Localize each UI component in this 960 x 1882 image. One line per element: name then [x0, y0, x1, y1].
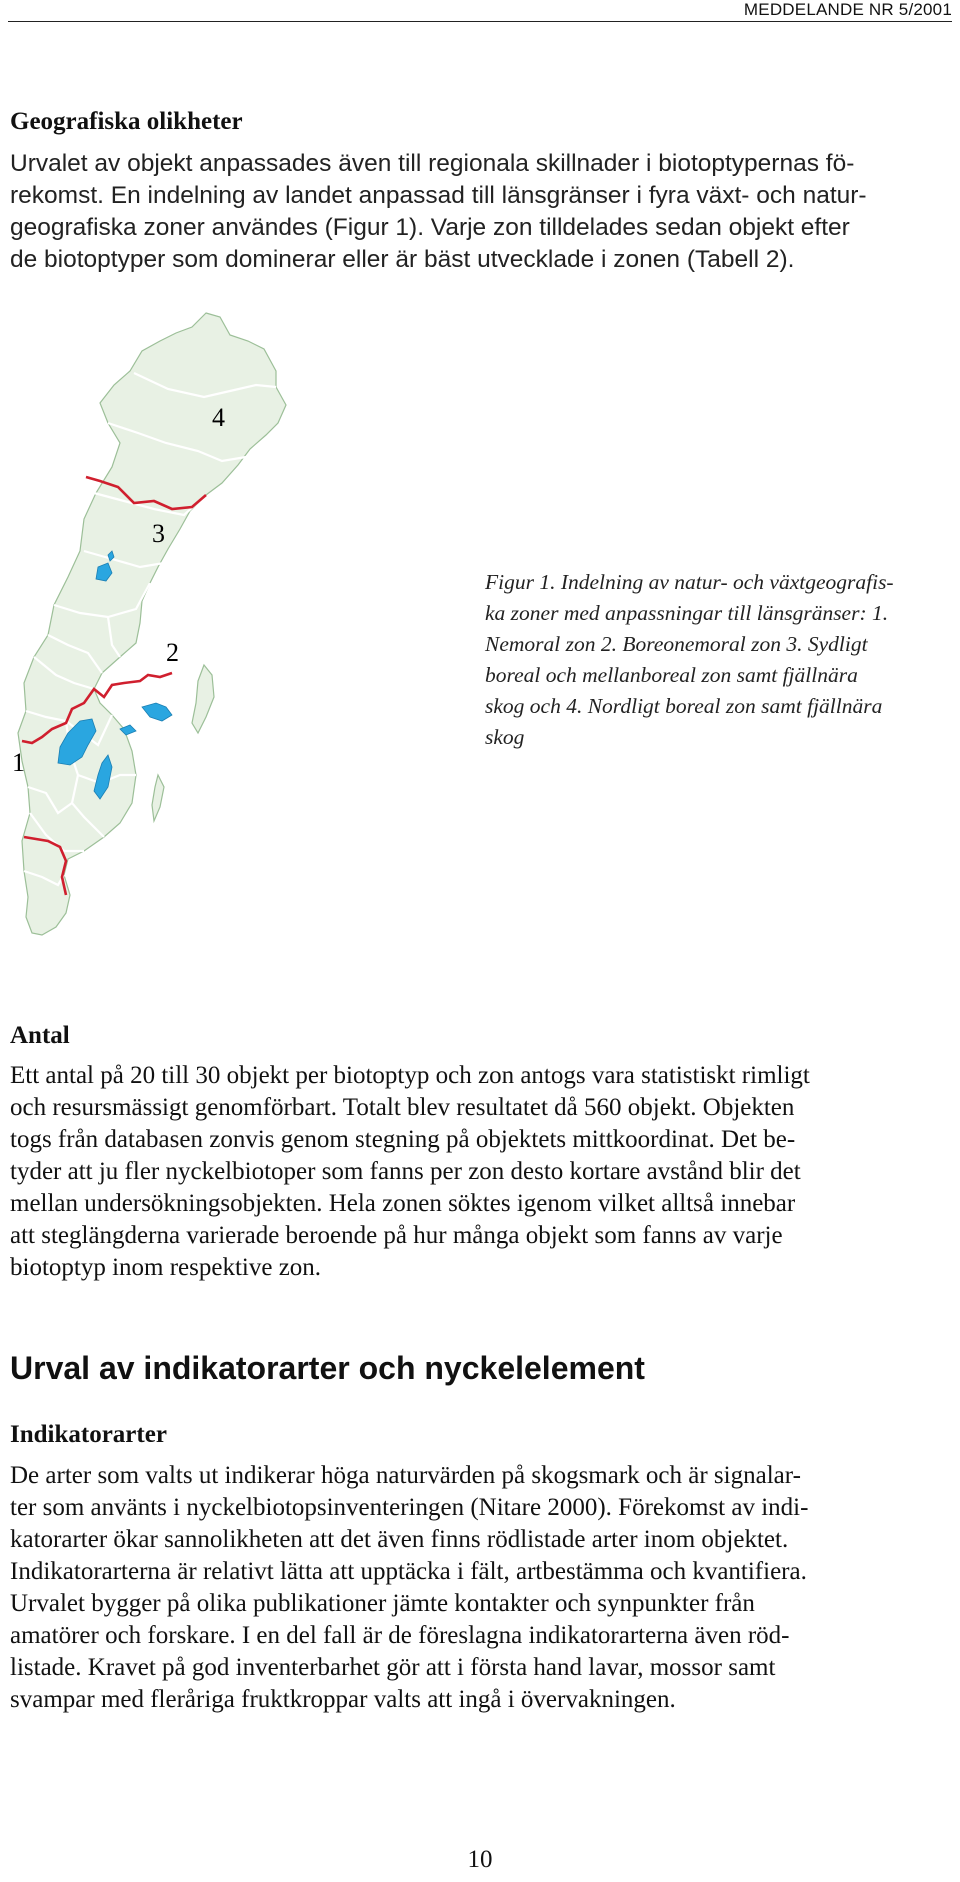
paragraph-line: de biotoptyper som dominerar eller är bäst utvecklade i zonen (Tabell 2).	[10, 246, 795, 273]
lake-malaren	[142, 703, 172, 721]
paragraph-line: rekomst. En indelning av landet anpassad till länsgränser i fyra växt- och natur-	[10, 182, 867, 209]
paragraph-line: svampar med fleråriga fruktkroppar valts att ingå i övervakningen.	[10, 1686, 676, 1713]
figure-caption	[485, 567, 955, 753]
caption-line: boreal och mellanboreal zon samt fjällnära	[485, 663, 858, 687]
paragraph-line: att steglängderna varierade beroende på hur många objekt som fanns av varje	[10, 1222, 783, 1249]
header-rule	[8, 21, 952, 22]
heading-text: Urval av indikatorarter och nyckelelement	[10, 1350, 645, 1386]
paragraph-line: och resursmässigt genomförbart. Totalt blev resultatet då 560 objekt. Objekten	[10, 1094, 795, 1121]
caption-line: skog och 4. Nordligt boreal zon samt fjällnära	[485, 694, 883, 718]
gotland-island	[192, 665, 214, 733]
heading-text: Antal	[10, 1022, 70, 1049]
paragraph-geografiska-olikheter	[10, 148, 945, 276]
paragraph-line: biotoptyp inom respektive zon.	[10, 1254, 322, 1281]
paragraph-antal	[10, 1060, 945, 1284]
sweden-landmass	[18, 313, 286, 935]
paragraph-line: Urvalet av objekt anpassades även till regionala skillnader i biotoptypernas fö-	[10, 150, 855, 177]
zone-label-2: 2	[166, 638, 179, 667]
heading-text: Geografiska olikheter	[10, 108, 243, 135]
paragraph-line: Indikatorarterna är relativt lätta att upptäcka i fält, artbestämma och kvantifiera.	[10, 1558, 807, 1585]
paragraph-line: tyder att ju fler nyckelbiotoper som fanns per zon desto kortare avstånd blir det	[10, 1158, 801, 1185]
heading-text: Indikatorarter	[10, 1421, 167, 1448]
paragraph-line: katorarter ökar sannolikheten att det även finns rödlistade arter inom objektet.	[10, 1526, 789, 1553]
sweden-zone-map	[8, 305, 478, 945]
running-header: MEDDELANDE NR 5/2001	[743, 0, 952, 19]
paragraph-line: listade. Kravet på god inventerbarhet gör att i första hand lavar, mossor samt	[10, 1654, 776, 1681]
section-heading-antal	[10, 1022, 945, 1050]
paragraph-line: mellan undersökningsobjekten. Hela zonen söktes igenom vilket alltså innebar	[10, 1190, 796, 1217]
paragraph-indikatorarter	[10, 1460, 945, 1716]
page-number: 10	[467, 1846, 493, 1873]
caption-line: ka zoner med anpassningar till länsgränser: 1.	[485, 601, 889, 625]
zone-label-3: 3	[152, 519, 165, 548]
paragraph-line: De arter som valts ut indikerar höga naturvärden på skogsmark och är signalar-	[10, 1462, 801, 1489]
caption-line: Nemoral zon 2. Boreonemoral zon 3. Sydligt	[485, 632, 868, 656]
section-heading-indikatorarter	[10, 1421, 945, 1449]
paragraph-line: amatörer och forskare. I en del fall är de föreslagna indikatorarterna även röd-	[10, 1622, 790, 1649]
section-heading-urval	[10, 1350, 945, 1387]
paragraph-line: geografiska zoner användes (Figur 1). Varje zon tilldelades sedan objekt efter	[10, 214, 850, 241]
zone-label-1: 1	[12, 748, 25, 777]
caption-line: skog	[485, 725, 525, 749]
paragraph-line: togs från databasen zonvis genom stegning på objektets mittkoordinat. Det be-	[10, 1126, 796, 1153]
paragraph-line: ter som använts i nyckelbiotopsinventeringen (Nitare 2000). Förekomst av indi-	[10, 1494, 809, 1521]
paragraph-line: Urvalet bygger på olika publikationer jämte kontakter och synpunkter från	[10, 1590, 755, 1617]
oland-island	[152, 775, 164, 821]
paragraph-line: Ett antal på 20 till 30 objekt per biotoptyp och zon antogs vara statistiskt rimligt	[10, 1062, 810, 1089]
caption-line: Figur 1. Indelning av natur- och växtgeografis-	[485, 570, 894, 594]
section-heading-geografiska-olikheter	[10, 108, 945, 136]
zone-label-4: 4	[212, 403, 225, 432]
